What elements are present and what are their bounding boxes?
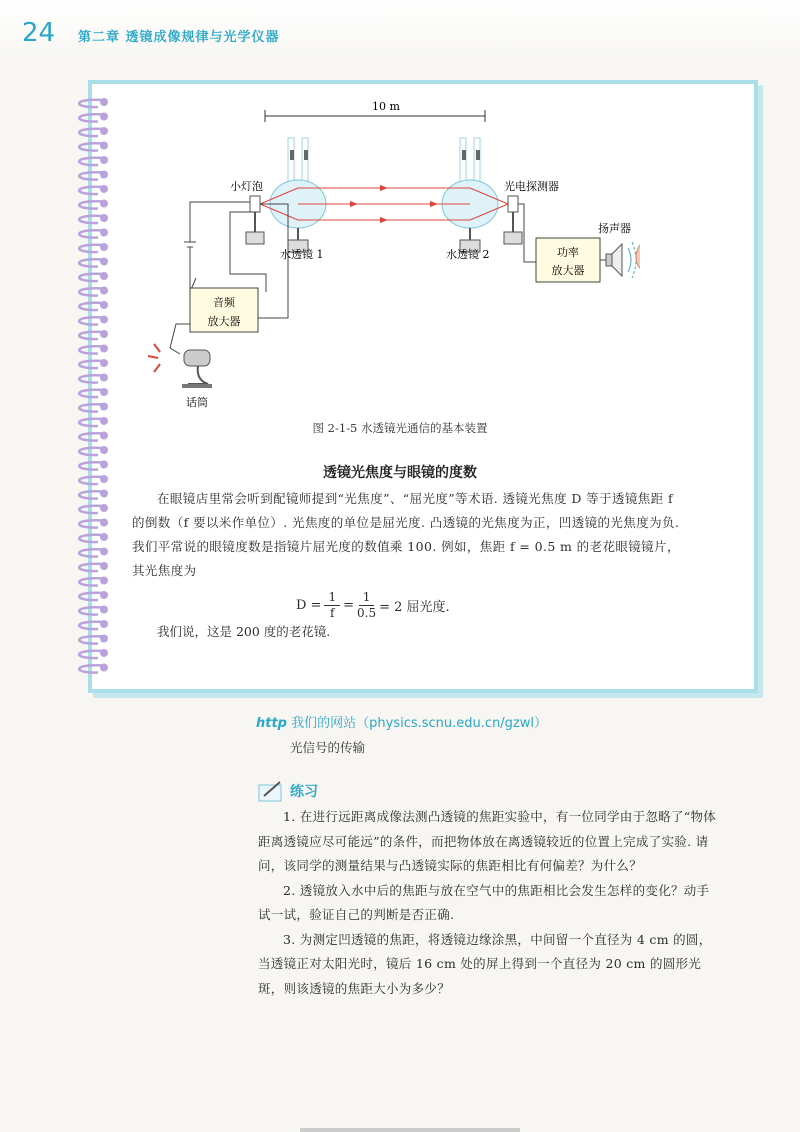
formula-rhs: = 2 屈光度. xyxy=(379,599,450,615)
lens2-label: 水透镜 2 xyxy=(446,248,490,261)
spiral-hole xyxy=(100,649,108,657)
ear-icon xyxy=(636,242,640,283)
svg-text:放大器: 放大器 xyxy=(207,315,241,328)
speaker xyxy=(600,242,636,278)
chapter-title: 第二章 透镜成像规律与光学仪器 xyxy=(78,30,280,45)
spiral-hole xyxy=(100,113,108,121)
section-conclusion: 我们说，这是 200 度的老花镜. xyxy=(157,624,331,639)
spiral-hole xyxy=(100,388,108,396)
optical-setup-diagram xyxy=(140,92,640,412)
spiral-hole xyxy=(100,533,108,541)
spiral-hole xyxy=(100,519,108,527)
spiral-hole xyxy=(100,243,108,251)
spiral-hole xyxy=(100,562,108,570)
exercise-list xyxy=(258,805,720,1001)
section-paragraph: 在眼镜店里常会听到配镜师提到“光焦度”、“屈光度”等术语. 透镜光焦度 D 等于透镜焦距 f 的倒数（f 要以米作单位）. 光焦度的单位是屈光度. 凸透镜的光焦度为正，凹透镜的光焦度为负. 我们平常说的眼镜度数是指镜片屈光度的数值乘 100. 例如，焦距 f = 0.5 m 的老花眼镜镜片，其光焦度为 xyxy=(132,491,680,578)
spiral-hole xyxy=(100,446,108,454)
spiral-hole xyxy=(100,359,108,367)
spiral-hole xyxy=(100,272,108,280)
exercise-title: 练习 xyxy=(290,784,318,800)
svg-text:功率: 功率 xyxy=(557,246,579,259)
spiral-hole xyxy=(100,345,108,353)
svg-text:放大器: 放大器 xyxy=(551,264,585,277)
pencil-icon xyxy=(258,780,284,802)
exercise-item: 1. 在进行远距离成像法测凸透镜的焦距实验中，有一位同学由于忽略了“物体距离透镜应尽可能远”的条件，而把物体放在离透镜较近的位置上完成了实验. 请问，该同学的测量结果与凸透镜实际的焦距相比有何偏差？为什么？ xyxy=(258,809,717,873)
spiral-hole xyxy=(100,374,108,382)
lens1-label: 水透镜 1 xyxy=(280,248,324,261)
spiral-hole xyxy=(100,301,108,309)
detector-label: 光电探测器 xyxy=(504,180,559,193)
spiral-hole xyxy=(100,127,108,135)
spiral-hole xyxy=(100,504,108,512)
figure-caption: 图 2-1-5 水透镜光通信的基本装置 xyxy=(312,421,488,435)
formula-equals: = xyxy=(343,597,354,613)
page-number: 24 xyxy=(22,18,56,48)
microphone xyxy=(148,324,212,409)
website-label: 我们的网站（physics.scnu.edu.cn/gzwl） xyxy=(291,716,548,731)
spiral-binding xyxy=(68,92,114,682)
spiral-hole xyxy=(100,330,108,338)
spiral-hole xyxy=(100,635,108,643)
spiral-hole xyxy=(100,185,108,193)
spiral-hole xyxy=(100,591,108,599)
spiral-hole xyxy=(100,287,108,295)
http-logo-icon: http xyxy=(256,716,287,731)
exercise-item: 2. 透镜放入水中后的焦距与放在空气中的焦距相比会发生怎样的变化？动手试一试，验证自己的判断是否正确. xyxy=(258,882,710,922)
svg-text:音频: 音频 xyxy=(213,296,235,309)
spiral-hole xyxy=(100,577,108,585)
spiral-hole xyxy=(100,316,108,324)
section-title: 透镜光焦度与眼镜的度数 xyxy=(323,465,477,481)
website-topic: 光信号的传输 xyxy=(290,740,366,755)
spiral-hole xyxy=(100,229,108,237)
spiral-hole xyxy=(100,200,108,208)
speaker-label: 扬声器 xyxy=(598,222,631,235)
spiral-hole xyxy=(100,548,108,556)
spiral-hole xyxy=(100,490,108,498)
spiral-hole xyxy=(100,171,108,179)
scan-edge-mark xyxy=(300,1128,520,1132)
fraction-1-over-f: $\frac{1}{f}$ xyxy=(324,590,340,621)
spiral-hole xyxy=(100,620,108,628)
spiral-hole xyxy=(100,156,108,164)
audio-amplifier xyxy=(190,288,258,332)
spiral-hole xyxy=(100,606,108,614)
fraction-1-over-0-5: $\frac{1}{0.5}$ xyxy=(357,589,377,620)
formula-lhs: D = xyxy=(296,597,322,613)
spiral-hole xyxy=(100,98,108,106)
spiral-hole xyxy=(100,664,108,672)
website-link[interactable] xyxy=(256,712,547,731)
spiral-hole xyxy=(100,258,108,266)
distance-label: 10 m xyxy=(372,100,400,113)
svg-text:话筒: 话筒 xyxy=(186,396,208,409)
exercise-item: 3. 为测定凹透镜的焦距，将透镜边缘涂黑，中间留一个直径为 4 cm 的圆，当透镜正对太阳光时，镜后 16 cm 处的屏上得到一个直径为 20 cm 的圆形光斑，则该透镜的焦距大小为多少？ xyxy=(258,931,712,996)
spiral-hole xyxy=(100,142,108,150)
water-lens-2 xyxy=(442,138,498,252)
spiral-hole xyxy=(100,214,108,222)
power-amplifier xyxy=(536,238,600,282)
exercise-header xyxy=(258,780,318,802)
lamp-label: 小灯泡 xyxy=(230,180,263,193)
spiral-hole xyxy=(100,403,108,411)
water-lens-1 xyxy=(270,138,326,252)
